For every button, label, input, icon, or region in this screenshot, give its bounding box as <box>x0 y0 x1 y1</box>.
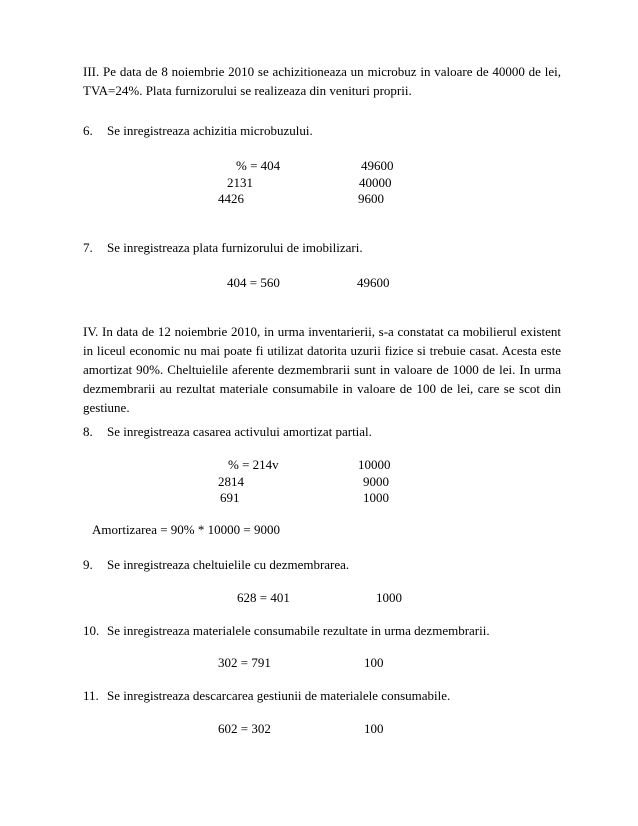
item-8-entry-2-account: 691 <box>220 490 240 505</box>
item-7-entry-0-account: 404 = 560 <box>227 275 280 290</box>
item-10-text: Se inregistreaza materialele consumabile rezultate in urma dezmembrarii. <box>107 623 490 638</box>
item-7-entry-0-amount: 49600 <box>357 275 390 290</box>
item-7-text: Se inregistreaza plata furnizorului de imobilizari. <box>107 240 363 255</box>
item-11-number: 11. <box>83 688 99 703</box>
item-8-entry-1-amount: 9000 <box>363 474 389 489</box>
item-8-number: 8. <box>83 424 93 439</box>
item-6-entry-0-amount: 49600 <box>361 158 394 173</box>
item-10-entry-0-amount: 100 <box>364 655 384 670</box>
item-7-heading <box>83 240 363 255</box>
item-8-entry-1-account: 2814 <box>218 474 244 489</box>
item-10-heading <box>83 623 490 638</box>
item-8-formula: Amortizarea = 90% * 10000 = 9000 <box>92 522 280 537</box>
item-8-entry-2-amount: 1000 <box>363 490 389 505</box>
section-iii-paragraph: III. Pe data de 8 noiembrie 2010 se achizitioneaza un microbuz in valoare de 40000 de lei, TVA=24%. Plata furnizorului se realizeaza din venituri proprii. <box>83 64 561 98</box>
item-6-entry-2-account: 4426 <box>218 191 244 206</box>
item-8-entry-0-account: % = 214v <box>228 457 279 472</box>
item-8-text: Se inregistreaza casarea activului amortizat partial. <box>107 424 372 439</box>
item-11-heading <box>83 688 450 703</box>
item-11-entry-0-amount: 100 <box>364 721 384 736</box>
item-6-entry-1-amount: 40000 <box>359 175 392 190</box>
item-6-text: Se inregistreaza achizitia microbuzului. <box>107 123 313 138</box>
item-9-text: Se inregistreaza cheltuielile cu dezmembrarea. <box>107 557 350 572</box>
item-9-entry-0-amount: 1000 <box>376 590 402 605</box>
item-9-heading <box>83 557 349 572</box>
item-6-number: 6. <box>83 123 93 138</box>
item-8-heading <box>83 424 372 439</box>
item-11-text: Se inregistreaza descarcarea gestiunii de materialele consumabile. <box>107 688 451 703</box>
item-10-entry-0-account: 302 = 791 <box>218 655 271 670</box>
item-6-entry-1-account: 2131 <box>227 175 253 190</box>
item-6-heading <box>83 123 313 138</box>
item-8-entry-0-amount: 10000 <box>358 457 391 472</box>
item-11-entry-0-account: 602 = 302 <box>218 721 271 736</box>
item-7-number: 7. <box>83 240 93 255</box>
item-6-entry-0-account: % = 404 <box>236 158 281 173</box>
item-9-entry-0-account: 628 = 401 <box>237 590 290 605</box>
item-9-number: 9. <box>83 557 93 572</box>
section-iv-paragraph: IV. In data de 12 noiembrie 2010, in urma inventarierii, s-a constatat ca mobilierul existent in liceul economic nu mai poate fi utilizat datorita uzurii fizice si trebuie casat. Acesta este amortizat 90%. Cheltuielile aferente dezmembrarii sunt in valoare de 1000 de lei. In urma dezmembrarii au rezultat materiale consumabile in valoare de 100 de lei, care se scot din gestiune. <box>83 324 561 415</box>
item-10-number: 10. <box>83 623 100 638</box>
item-6-entry-2-amount: 9600 <box>358 191 384 206</box>
